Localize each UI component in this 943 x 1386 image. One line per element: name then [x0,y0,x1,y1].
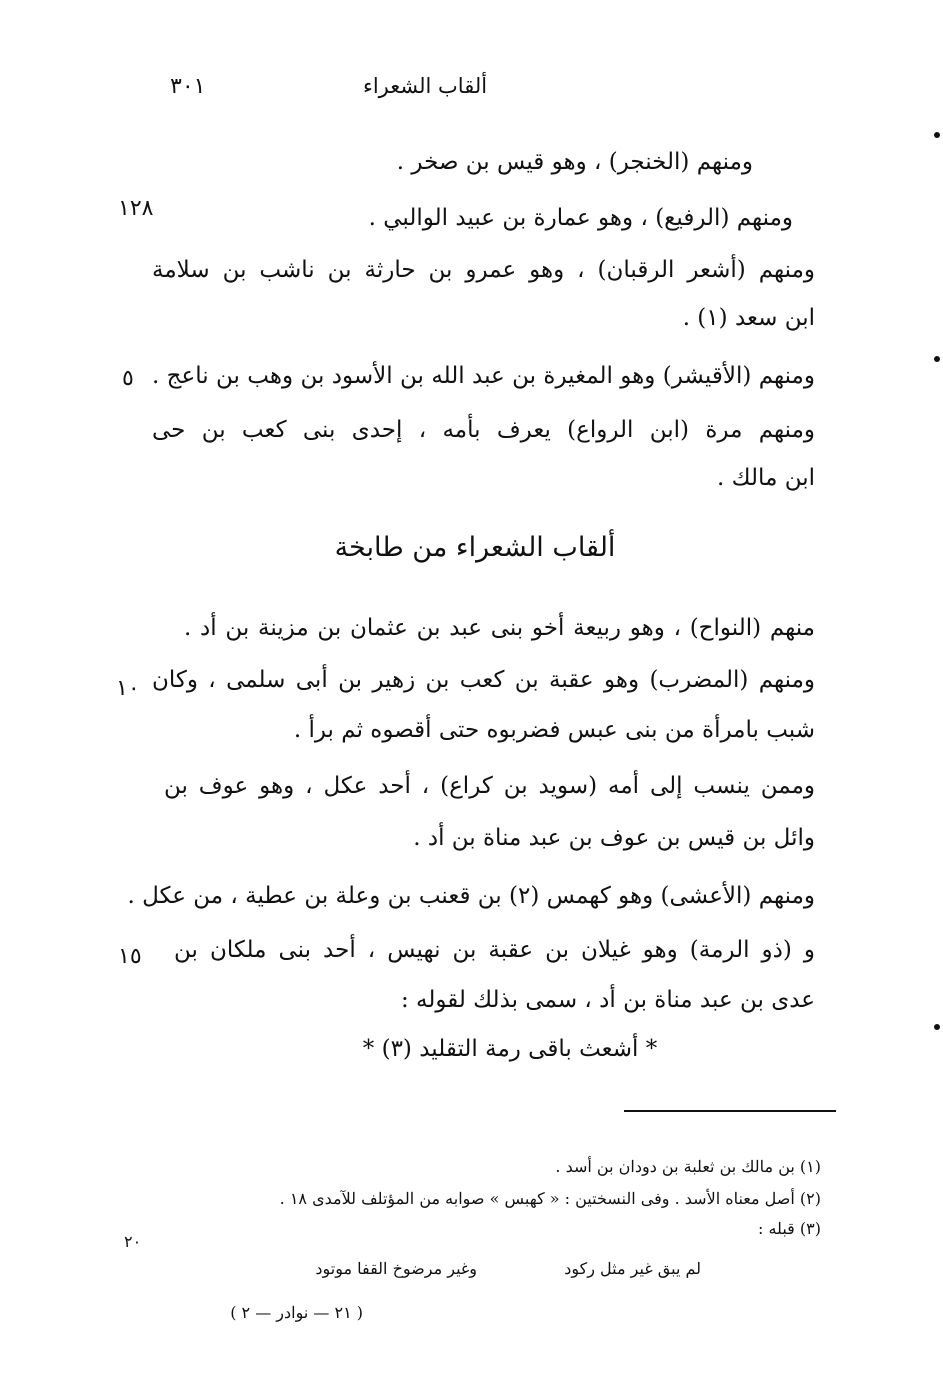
edge-dot-icon [934,356,940,362]
footnote-1: (١) بن مالك بن ثعلبة بن دودان بن أسد . [555,1157,821,1176]
body-line-3: ومنهم (أشعر الرقبان) ، وهو عمرو بن حارثة بن ناشب بن سلامة [152,257,815,283]
margin-number-20: ٢٠ [124,1232,142,1251]
section-line-3: شبب بامرأة من بنى عبس فضربوه حتى أقصوه ثم برأ . [293,717,815,743]
body-line-1: ومنهم (الخنجر) ، وهو قيس بن صخر . [396,149,753,175]
footnote-3: (٣) قبله : [758,1219,821,1238]
body-line-6: ومنهم مرة (ابن الرواع) يعرف بأمه ، إحدى بنى كعب بن حى [152,417,815,443]
footnote-separator [624,1110,836,1112]
section-line-1: منهم (النواح) ، وهو ربيعة أخو بنى عبد بن عثمان بن مزينة بن أد . [184,615,815,641]
section-line-4: وممن ينسب إلى أمه (سويد بن كراع) ، أحد عكل ، وهو عوف بن [164,773,815,799]
body-line-7: ابن مالك . [717,465,815,491]
signature-mark: ( ٢١ — نوادر — ٢ ) [230,1303,363,1322]
body-line-5: ومنهم (الأقيشر) وهو المغيرة بن عبد الله بن الأسود بن وهب بن ناعج . [152,363,815,389]
edge-dot-icon [934,132,940,138]
page-number: ٣٠١ [170,74,206,99]
margin-number-15: ١٥ [118,944,142,969]
section-line-6: ومنهم (الأعشى) وهو كهمس (٢) بن قعنب بن وعلة بن عطية ، من عكل . [127,883,815,909]
body-line-2: ومنهم (الرفيع) ، وهو عمارة بن عبيد الوالبي . [368,205,793,231]
footnote-verse-first: لم يبق غير مثل ركود [564,1259,701,1278]
margin-number-10: ١٠ [116,676,140,701]
edge-dot-icon [934,1024,940,1030]
running-header-title: ألقاب الشعراء [362,74,488,98]
section-line-7: و (ذو الرمة) وهو غيلان بن عقبة بن نهيس ، أحد بنى ملكان بن [174,937,815,963]
section-line-2: ومنهم (المضرب) وهو عقبة بن كعب بن زهير بن أبى سلمى ، وكان [152,667,815,693]
section-title: ألقاب الشعراء من طابخة [334,532,616,563]
body-line-4: ابن سعد (١) . [682,305,815,331]
section-line-5: وائل بن قيس بن عوف بن عبد مناة بن أد . [413,825,815,851]
verse-line: * أشعث باقى رمة التقليد (٣) * [362,1036,658,1062]
footnote-2: (٢) أصل معناه الأسد . وفى النسختين : « كهبس » صوابه من المؤتلف للآمدى ١٨ . [279,1189,821,1208]
margin-number-5: ٥ [122,366,134,391]
section-line-8: عدى بن عبد مناة بن أد ، سمى بذلك لقوله : [400,987,815,1013]
margin-number-128: ١٢٨ [118,196,154,221]
footnote-verse-second: وغير مرضوخ القفا موتود [315,1259,477,1278]
